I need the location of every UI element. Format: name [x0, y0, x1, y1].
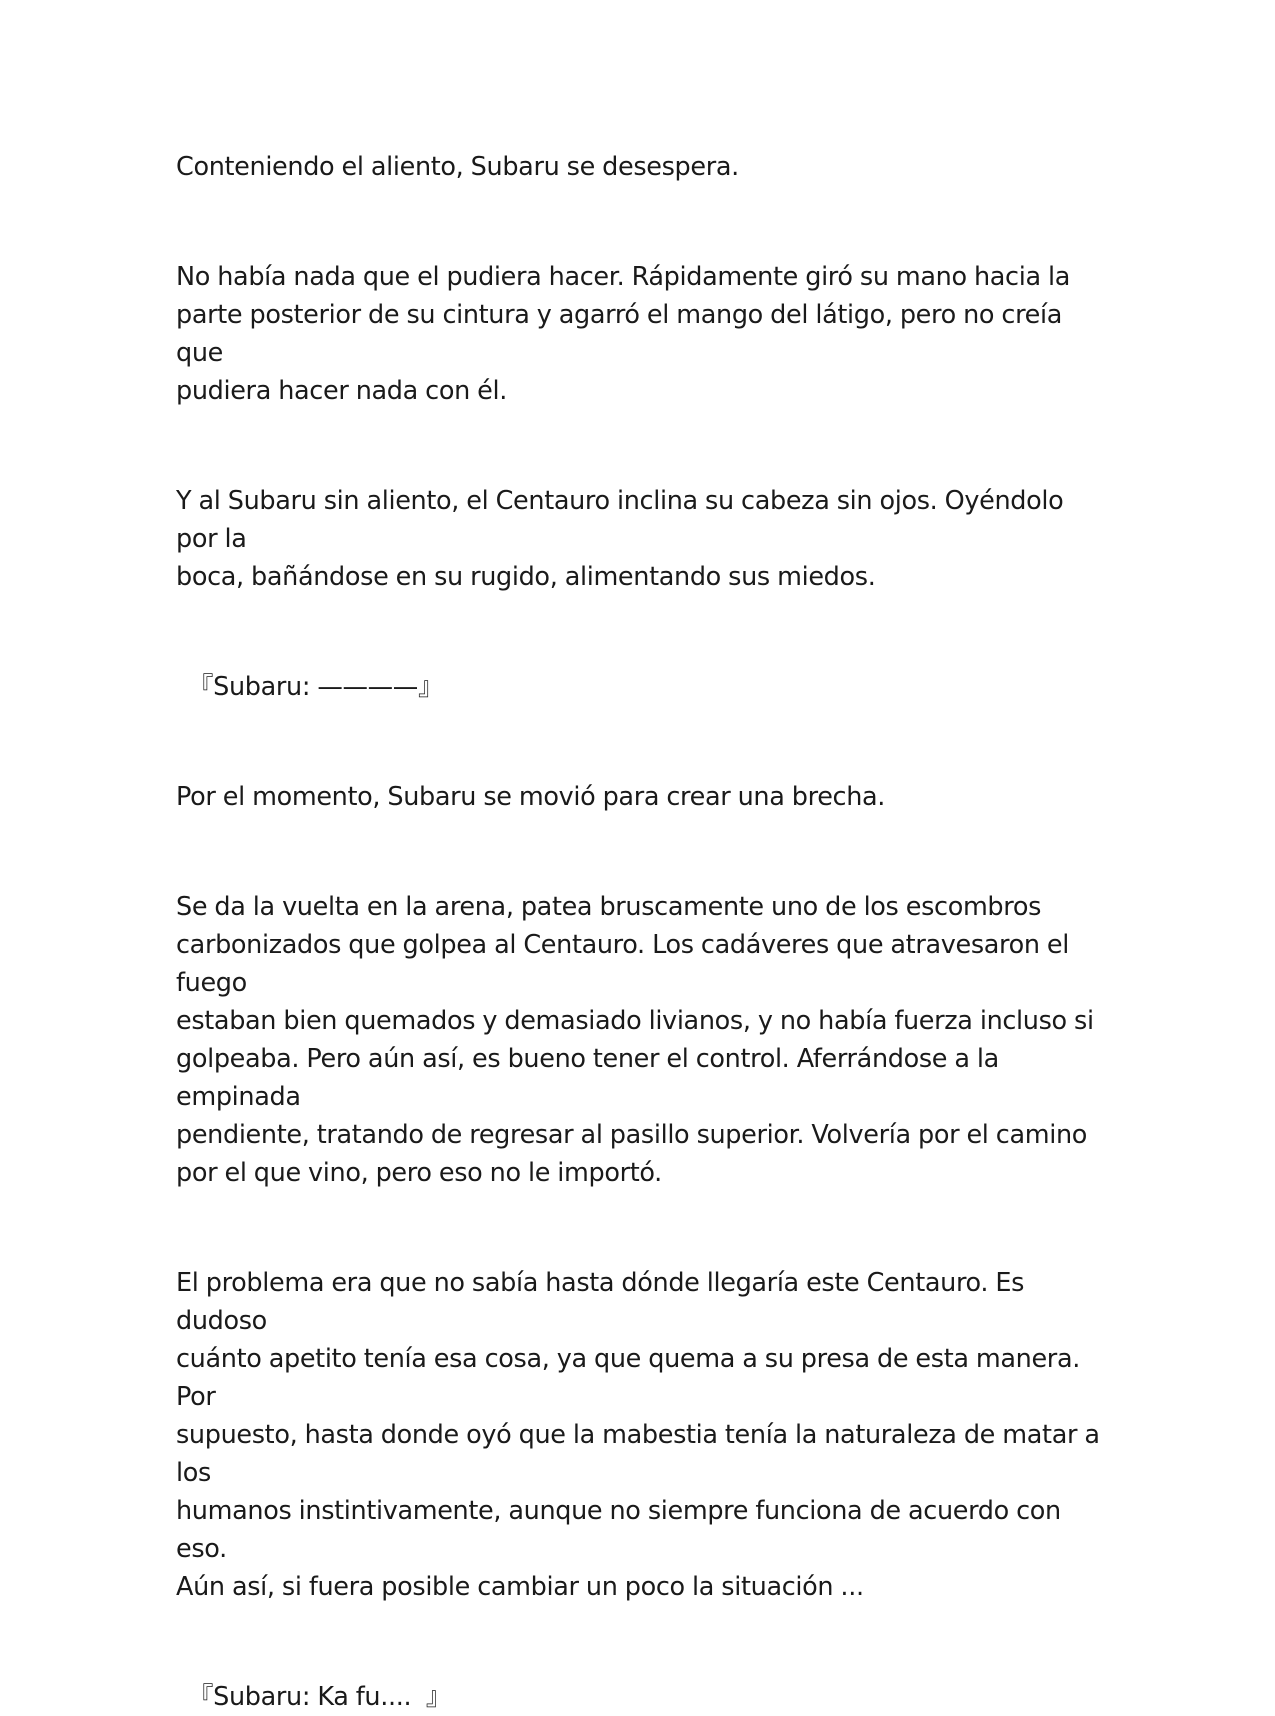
paragraph-4: Por el momento, Subaru se movió para crear una brecha. [176, 782, 886, 812]
dialogue-line-2: 『Subaru: Ka fu.... 』 [188, 1682, 451, 1712]
document-body [176, 148, 1106, 1716]
paragraph-1: Conteniendo el aliento, Subaru se desespera. [176, 152, 739, 182]
dialogue-line-1: 『Subaru: ————』 [188, 672, 444, 702]
paragraph-3: Y al Subaru sin aliento, el Centauro inclina su cabeza sin ojos. Oyéndolo por la boca, bañándose en su rugido, alimentando sus miedos. [176, 486, 1064, 592]
paragraph-5: Se da la vuelta en la arena, patea bruscamente uno de los escombros carbonizados que golpea al Centauro. Los cadáveres que atravesaron el fuego estaban bien quemados y demasiado livianos, y no había fuerza incluso si golpeaba. Pero aún así, es bueno tener el control. Aferrándose a la empinada pendiente, tratando de regresar al pasillo superior. Volvería por el camino por el que vino, pero eso no le importó. [176, 892, 1094, 1188]
paragraph-2: No había nada que el pudiera hacer. Rápidamente giró su mano hacia la parte posterior de su cintura y agarró el mango del látigo, pero no creía que pudiera hacer nada con él. [176, 262, 1071, 406]
paragraph-6: El problema era que no sabía hasta dónde llegaría este Centauro. Es dudoso cuánto apetito tenía esa cosa, ya que quema a su presa de esta manera. Por supuesto, hasta donde oyó que la mabestia tenía la naturaleza de matar a los humanos instintivamente, aunque no siempre funciona de acuerdo con eso. Aún así, si fuera posible cambiar un poco la situación ... [176, 1268, 1100, 1602]
